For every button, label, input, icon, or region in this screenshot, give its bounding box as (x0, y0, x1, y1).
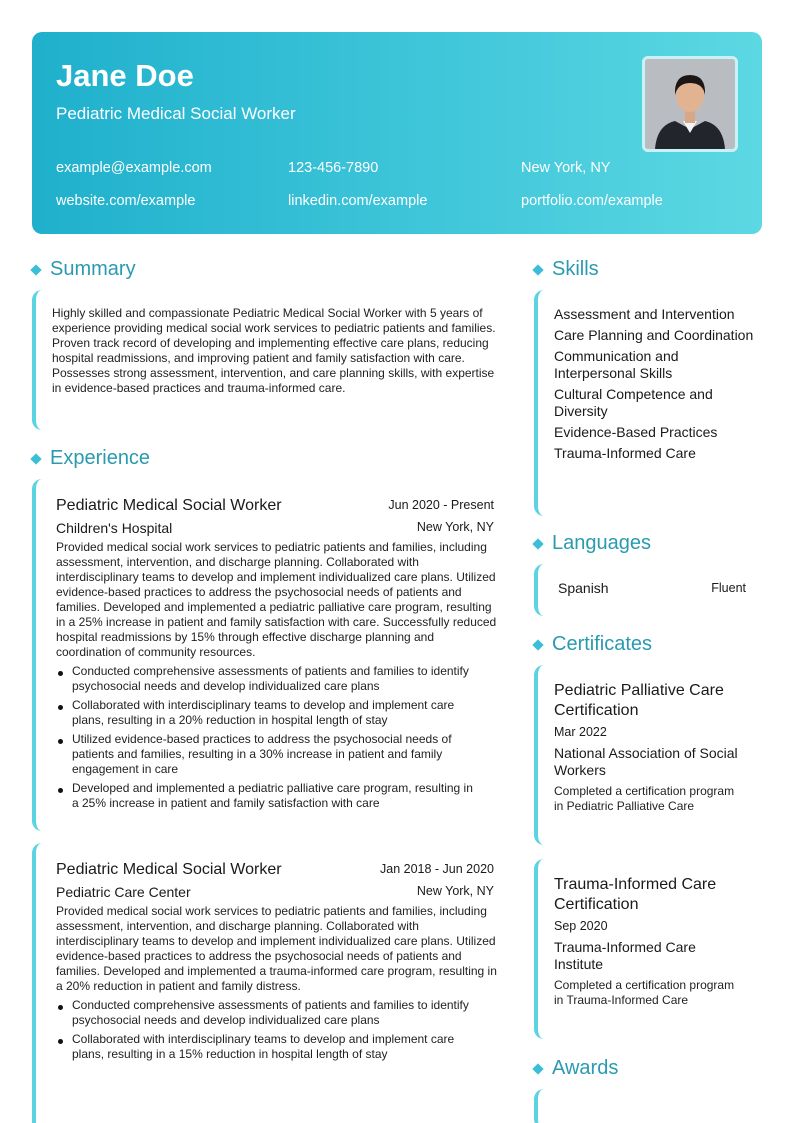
list-item: Utilized evidence-based practices to address the psychosocial needs of patients and families, resulting in a 30% increase in patient and family engagement in care (56, 732, 478, 777)
job-title: Pediatric Medical Social Worker (56, 497, 282, 514)
job-company: Pediatric Care Center (56, 884, 191, 900)
contact-phone[interactable]: 123-456-7890 (288, 160, 379, 176)
skill-item: Cultural Competence and Diversity (554, 386, 713, 419)
skill-item: Evidence-Based Practices (554, 424, 718, 440)
profile-photo (642, 56, 738, 152)
job-description: Provided medical social work services to pediatric patients and families, including assessment, intervention, and discharge planning. Collaborated with interdisciplinary teams to develop and implement individualized care plans. Utilized evidence-based practices to address the psychosocial needs of patients and families. Developed and implemented a pediatric palliative care program, resulting in a 25% increase in patient and family satisfaction with care. Successfully reduced hospital readmissions by 15% through effective discharge planning and coordination of community resources. (56, 540, 497, 659)
job-description: Provided medical social work services to pediatric patients and families, including assessment, intervention, and discharge planning. Collaborated with interdisciplinary teams to develop and implement individualized care plans. Utilized evidence-based practices to address the psychosocial needs of patients and families. Developed and implemented a trauma-informed care program, resulting in a 20% reduction in patient and family distress. (56, 904, 497, 993)
candidate-title: Pediatric Medical Social Worker (56, 104, 296, 123)
certificates-heading (534, 633, 652, 656)
list-item: Collaborated with interdisciplinary teams to develop and implement care plans, resulting in a 15% reduction in hospital length of stay (56, 1032, 478, 1062)
diamond-icon (532, 264, 543, 275)
skill-item: Assessment and Intervention (554, 306, 735, 322)
skills-heading-text: Skills (552, 258, 599, 280)
experience-heading (32, 447, 150, 470)
job-location: New York, NY (416, 520, 494, 534)
languages-block (534, 564, 754, 616)
skill-item: Communication and Interpersonal Skills (554, 348, 679, 381)
experience-heading-text: Experience (50, 447, 151, 469)
diamond-icon (532, 639, 543, 650)
contact-linkedin[interactable]: linkedin.com/example (288, 193, 428, 209)
certificate-item (534, 665, 754, 845)
certificate-issuer: Trauma-Informed Care Institute (554, 939, 696, 972)
awards-heading (534, 1057, 618, 1080)
diamond-icon (532, 1063, 543, 1074)
contact-email[interactable]: example@example.com (56, 160, 212, 176)
certificate-description: Completed a certification program in Trauma-Informed Care (554, 978, 735, 1007)
contact-location: New York, NY (521, 160, 611, 176)
experience-item (32, 479, 498, 831)
resume-header (32, 32, 762, 234)
job-bullets (56, 664, 478, 815)
job-bullets (56, 998, 478, 1066)
diamond-icon (30, 453, 41, 464)
languages-heading (534, 532, 651, 555)
certificate-name: Trauma-Informed Care Certification (554, 876, 717, 913)
certificate-item (534, 859, 754, 1039)
summary-text: Highly skilled and compassionate Pediatric Medical Social Worker with 5 years of experience providing medical social work services to pediatric patients and families. Proven track record of developing and implementing effective care plans, reducing hospital readmissions, and improving patient and family satisfaction with care. Possesses strong assessment, intervention, and care planning skills, with expertise in evidence-based practices and trauma-informed care. (52, 306, 496, 395)
list-item: Developed and implemented a pediatric palliative care program, resulting in a 25% increase in patient and family satisfaction with care (56, 781, 478, 811)
contact-website[interactable]: website.com/example (56, 193, 196, 209)
skills-heading (534, 258, 599, 281)
skill-item: Trauma-Informed Care (554, 445, 696, 461)
job-date: Jan 2018 - Jun 2020 (380, 862, 494, 876)
list-item: Conducted comprehensive assessments of patients and families to identify psychosocial needs and develop individualized care plans (56, 664, 478, 694)
job-company: Children's Hospital (56, 520, 173, 536)
summary-heading-text: Summary (50, 258, 136, 280)
certificate-name: Pediatric Palliative Care Certification (554, 682, 724, 719)
diamond-icon (532, 538, 543, 549)
diamond-icon (30, 264, 41, 275)
list-item: Collaborated with interdisciplinary teams to develop and implement care plans, resulting in a 20% reduction in hospital length of stay (56, 698, 478, 728)
list-item: Conducted comprehensive assessments of patients and families to identify psychosocial needs and develop individualized care plans (56, 998, 478, 1028)
certificate-date: Sep 2020 (554, 919, 608, 933)
experience-item (32, 843, 498, 1123)
awards-heading-text: Awards (552, 1057, 619, 1079)
awards-block (534, 1089, 754, 1123)
certificate-date: Mar 2022 (554, 725, 607, 739)
certificates-heading-text: Certificates (552, 633, 653, 655)
certificate-issuer: National Association of Social Workers (554, 745, 738, 778)
summary-heading (32, 258, 136, 281)
job-location: New York, NY (416, 884, 494, 898)
skill-item: Care Planning and Coordination (554, 327, 754, 343)
job-title: Pediatric Medical Social Worker (56, 861, 282, 878)
language-name: Spanish (558, 580, 609, 596)
profile-photo-image (645, 59, 735, 149)
job-date: Jun 2020 - Present (388, 498, 494, 512)
skills-block (534, 290, 754, 516)
language-level: Fluent (711, 581, 746, 595)
summary-block (32, 290, 498, 430)
certificate-description: Completed a certification program in Pediatric Palliative Care (554, 784, 735, 813)
languages-heading-text: Languages (552, 532, 651, 554)
candidate-name: Jane Doe (56, 58, 194, 93)
contact-portfolio[interactable]: portfolio.com/example (521, 193, 663, 209)
